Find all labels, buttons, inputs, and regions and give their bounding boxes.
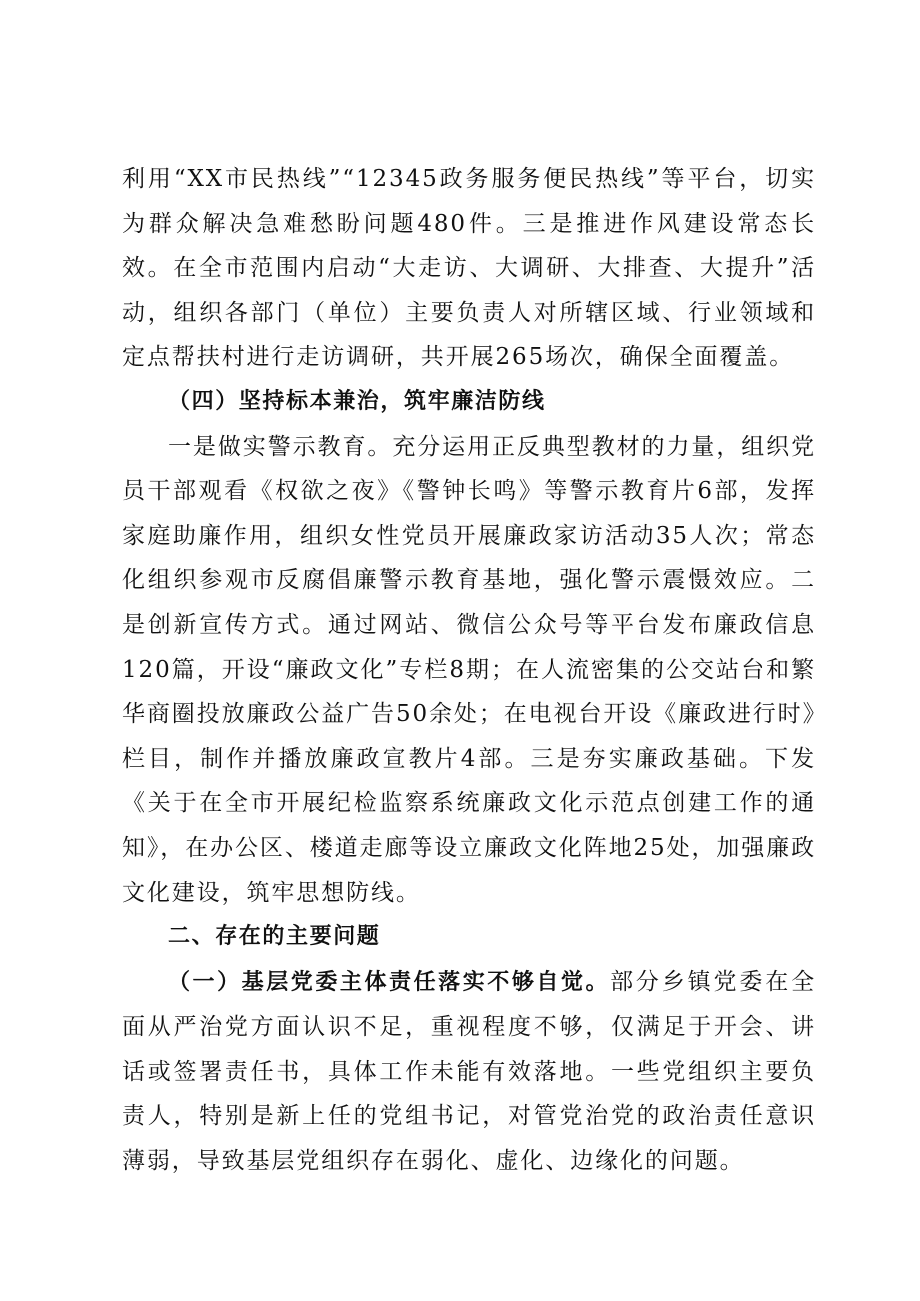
- section-two-heading: 二、存在的主要问题: [168, 924, 381, 950]
- problem-one-paragraph: [122, 960, 816, 1184]
- problem-one-lead: （一）基层党委主体责任落实不够自觉。: [168, 969, 611, 995]
- section-four-body: 一是做实警示教育。充分运用正反典型教材的力量，组织党员干部观看《权欲之夜》《警钟长鸣》等警示教育片6部，发挥家庭助廉作用，组织女性党员开展廉政家访活动35人次；常态化组织参观市反腐倡廉警示教育基地，强化警示震慑效应。二是创新宣传方式。通过网站、微信公众号等平台发布廉政信息120篇，开设“廉政文化”专栏8期；在人流密集的公交站台和繁华商圈投放廉政公益广告50余处；在电视台开设《廉政进行时》栏目，制作并播放廉政宣教片4部。三是夯实廉政基础。下发《关于在全市开展纪检监察系统廉政文化示范点创建工作的通知》，在办公区、楼道走廊等设立廉政文化阵地25处，加强廉政文化建设，筑牢思想防线。: [122, 433, 816, 906]
- document-body: [122, 157, 816, 1184]
- paragraph-continuation: 利用“XX市民热线”“12345政务服务便民热线”等平台，切实为群众解决急难愁盼问题480件。三是推进作风建设常态长效。在全市范围内启动“大走访、大调研、大排查、大提升”活动，组织各部门（单位）主要负责人对所辖区域、行业领域和定点帮扶村进行走访调研，共开展265场次，确保全面覆盖。: [122, 166, 816, 371]
- section-four-heading: （四）坚持标本兼治，筑牢廉洁防线: [168, 388, 546, 414]
- problem-one-body: 部分乡镇党委在全面从严治党方面认识不足，重视程度不够，仅满足于开会、讲话或签署责任书，具体工作未能有效落地。一些党组织主要负责人，特别是新上任的党组书记，对管党治党的政治责任意识薄弱，导致基层党组织存在弱化、虚化、边缘化的问题。: [122, 968, 816, 1175]
